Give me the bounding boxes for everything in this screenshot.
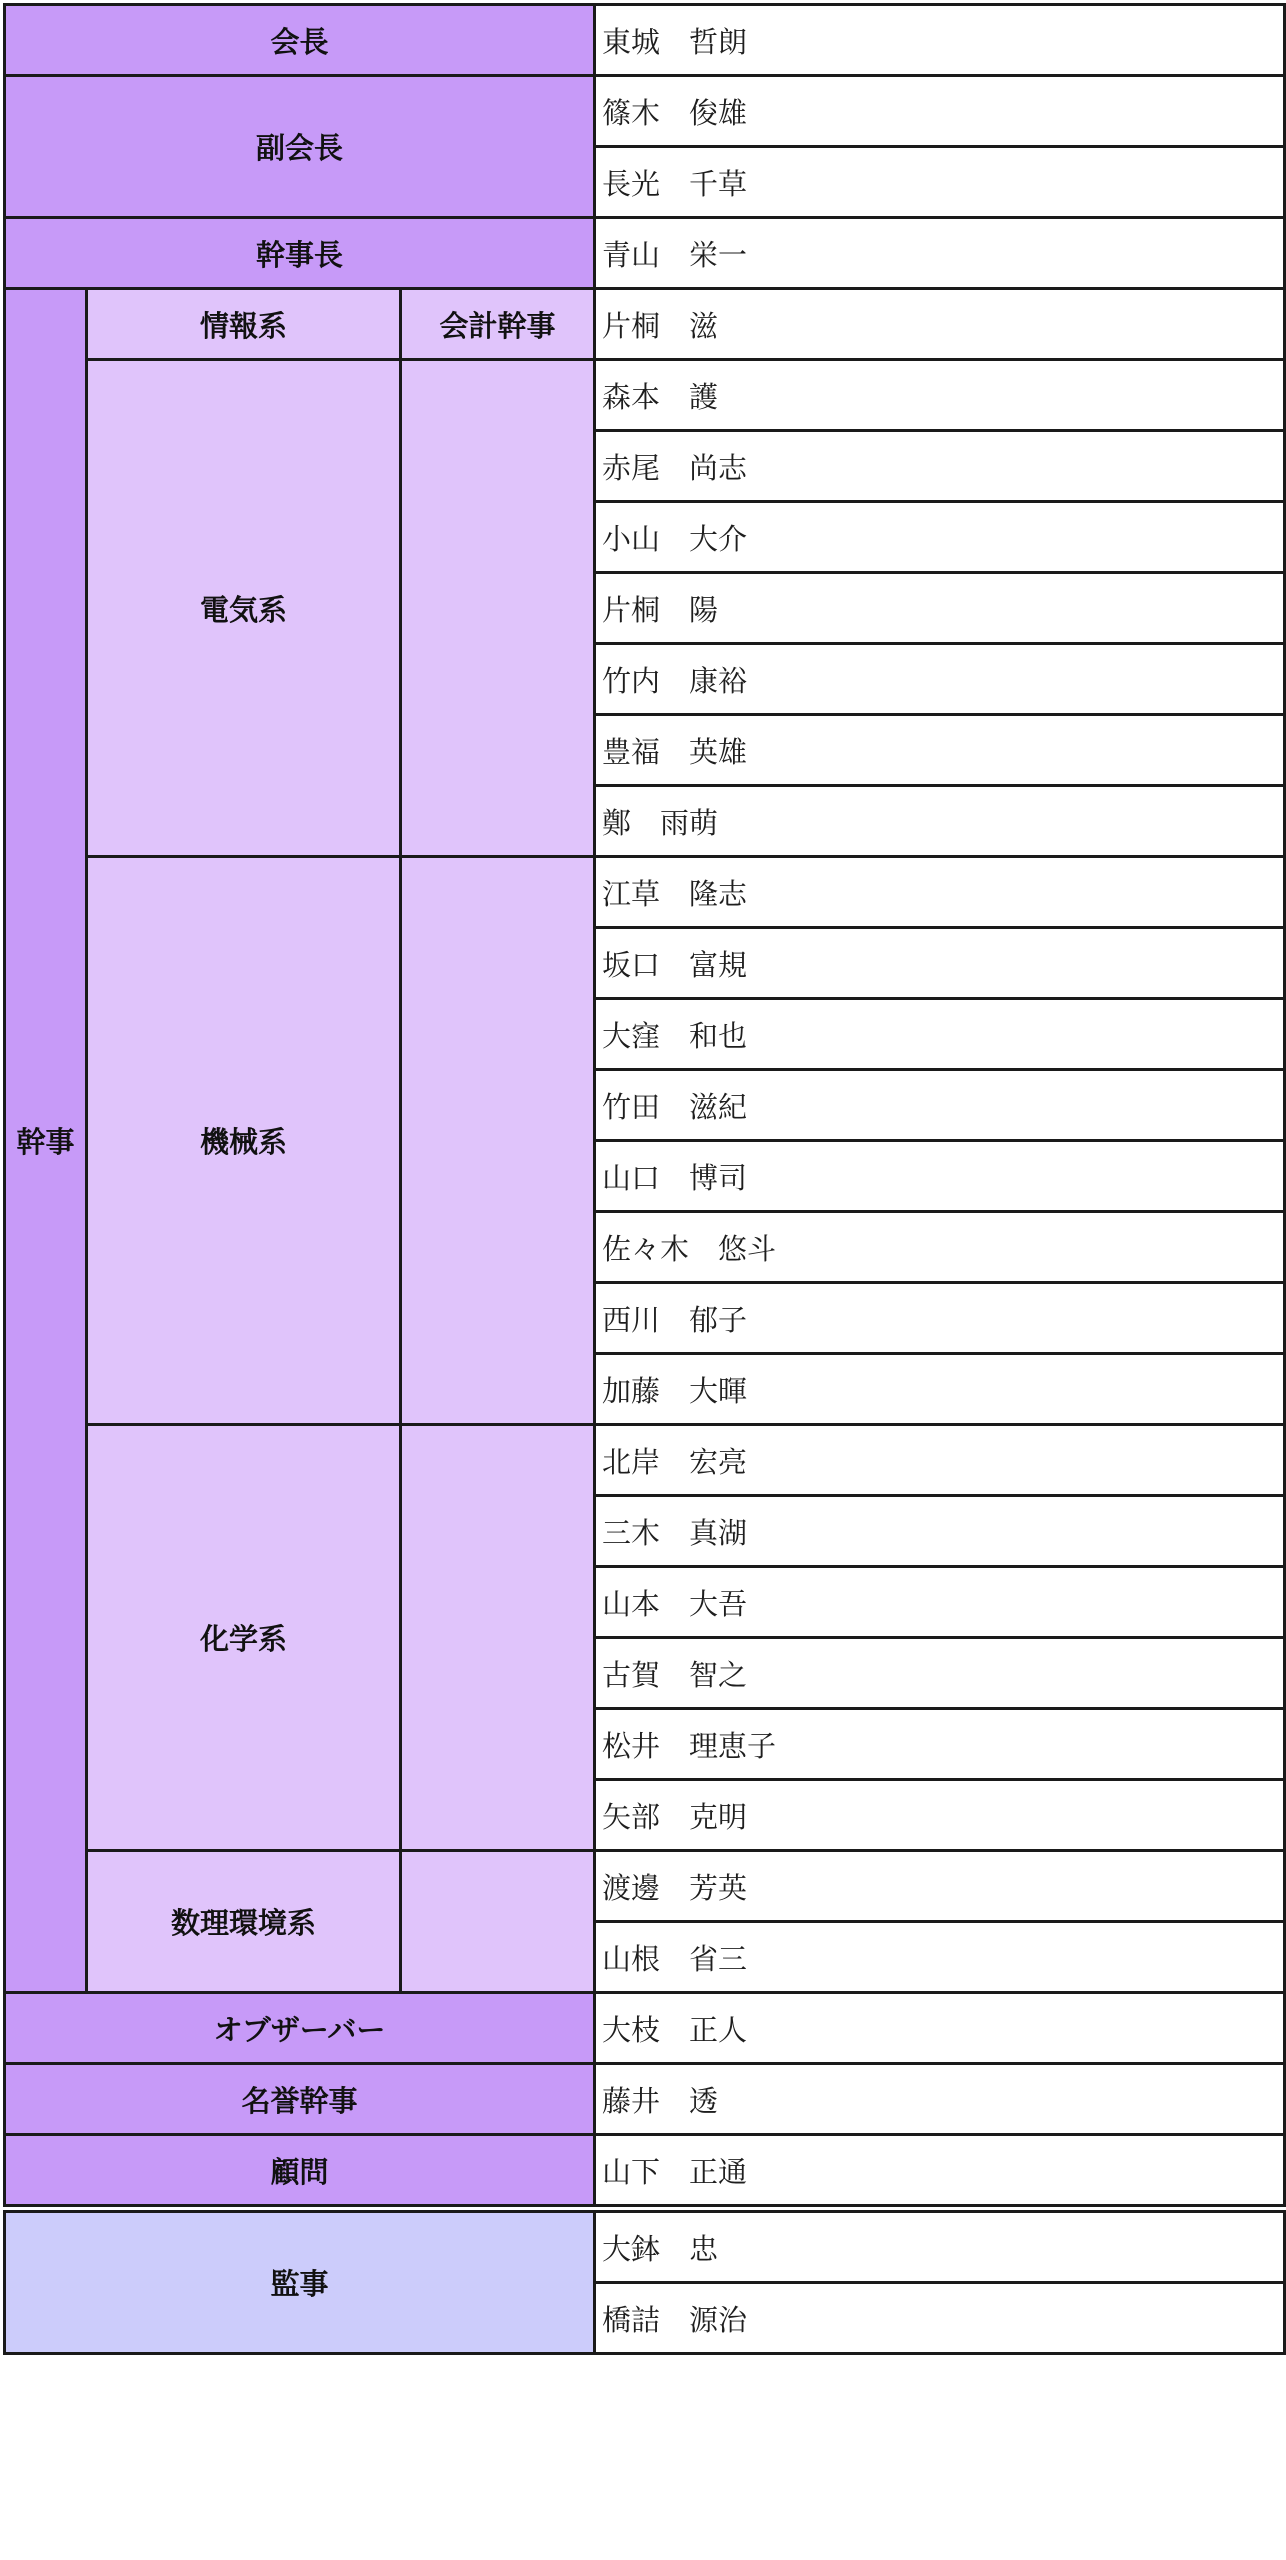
table-row bbox=[5, 857, 1285, 928]
member-name: 三木 真湖 bbox=[595, 1496, 1285, 1567]
role-treasurer: 会計幹事 bbox=[401, 289, 595, 360]
role-secretary: 幹事 bbox=[5, 289, 87, 1993]
member-name: 山下 正通 bbox=[595, 2135, 1285, 2206]
role-honorary-secretary: 名誉幹事 bbox=[5, 2064, 595, 2135]
member-name: 竹田 滋紀 bbox=[595, 1070, 1285, 1141]
member-name: 北岸 宏亮 bbox=[595, 1425, 1285, 1496]
member-name: 片桐 滋 bbox=[595, 289, 1285, 360]
member-name: 橋詰 源治 bbox=[595, 2283, 1285, 2354]
member-name: 東城 哲朗 bbox=[595, 5, 1285, 76]
member-name: 坂口 富規 bbox=[595, 928, 1285, 999]
member-name: 加藤 大暉 bbox=[595, 1354, 1285, 1425]
member-name: 古賀 智之 bbox=[595, 1638, 1285, 1709]
member-name: 大鉢 忠 bbox=[595, 2212, 1285, 2283]
member-name: 西川 郁子 bbox=[595, 1283, 1285, 1354]
table-row bbox=[5, 360, 1285, 431]
empty-role-cell bbox=[401, 1425, 595, 1851]
member-name: 赤尾 尚志 bbox=[595, 431, 1285, 502]
member-name: 藤井 透 bbox=[595, 2064, 1285, 2135]
member-name: 篠木 俊雄 bbox=[595, 76, 1285, 147]
member-name: 佐々木 悠斗 bbox=[595, 1212, 1285, 1283]
field-electrical: 電気系 bbox=[87, 360, 401, 857]
member-name: 小山 大介 bbox=[595, 502, 1285, 573]
field-chemistry: 化学系 bbox=[87, 1425, 401, 1851]
member-name: 渡邊 芳英 bbox=[595, 1851, 1285, 1922]
member-name: 長光 千草 bbox=[595, 147, 1285, 218]
role-secretary-general: 幹事長 bbox=[5, 218, 595, 289]
member-name: 豊福 英雄 bbox=[595, 715, 1285, 786]
field-mechanical: 機械系 bbox=[87, 857, 401, 1425]
member-name: 竹内 康裕 bbox=[595, 644, 1285, 715]
field-math-environment: 数理環境系 bbox=[87, 1851, 401, 1993]
member-name: 矢部 克明 bbox=[595, 1780, 1285, 1851]
table-row bbox=[5, 2212, 1285, 2283]
table-row bbox=[5, 289, 1285, 360]
member-name: 山根 省三 bbox=[595, 1922, 1285, 1993]
table-row bbox=[5, 1851, 1285, 1922]
empty-role-cell bbox=[401, 360, 595, 857]
table-row bbox=[5, 2135, 1285, 2206]
role-president: 会長 bbox=[5, 5, 595, 76]
table-row bbox=[5, 76, 1285, 147]
role-advisor: 顧問 bbox=[5, 2135, 595, 2206]
empty-role-cell bbox=[401, 1851, 595, 1993]
member-name: 片桐 陽 bbox=[595, 573, 1285, 644]
member-name: 山口 博司 bbox=[595, 1141, 1285, 1212]
table-row bbox=[5, 1993, 1285, 2064]
table-row bbox=[5, 2064, 1285, 2135]
role-vice-president: 副会長 bbox=[5, 76, 595, 218]
member-name: 鄭 雨萌 bbox=[595, 786, 1285, 857]
officer-table bbox=[3, 3, 1286, 2355]
member-name: 大枝 正人 bbox=[595, 1993, 1285, 2064]
table-row bbox=[5, 1425, 1285, 1496]
table-row bbox=[5, 218, 1285, 289]
member-name: 山本 大吾 bbox=[595, 1567, 1285, 1638]
field-information: 情報系 bbox=[87, 289, 401, 360]
member-name: 青山 栄一 bbox=[595, 218, 1285, 289]
role-auditor: 監事 bbox=[5, 2212, 595, 2354]
member-name: 江草 隆志 bbox=[595, 857, 1285, 928]
member-name: 森本 護 bbox=[595, 360, 1285, 431]
table-row bbox=[5, 5, 1285, 76]
member-name: 松井 理恵子 bbox=[595, 1709, 1285, 1780]
member-name: 大窪 和也 bbox=[595, 999, 1285, 1070]
officer-roster bbox=[3, 3, 1286, 2355]
role-observer: オブザーバー bbox=[5, 1993, 595, 2064]
empty-role-cell bbox=[401, 857, 595, 1425]
